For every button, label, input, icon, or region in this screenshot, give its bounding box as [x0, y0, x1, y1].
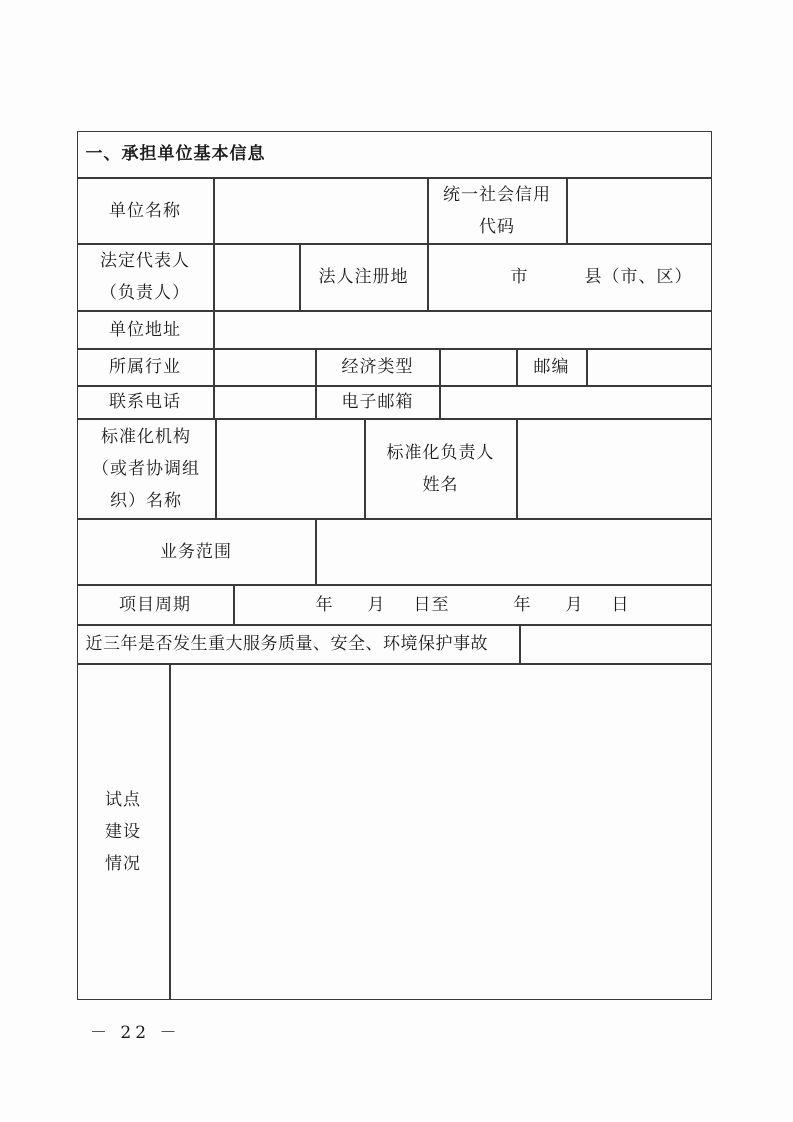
city-label: 市	[510, 267, 529, 287]
label-email: 电子邮箱	[316, 386, 440, 419]
year-end: 年	[513, 594, 532, 615]
phone-field[interactable]	[214, 386, 316, 419]
month-start: 月	[367, 594, 386, 615]
section-title: 一、承担单位基本信息	[77, 131, 712, 178]
industry-field[interactable]	[214, 349, 316, 386]
label-line: 织）名称	[110, 490, 182, 511]
address-field[interactable]	[214, 311, 712, 349]
label-line: 试点	[105, 789, 141, 810]
label-industry: 所属行业	[77, 349, 214, 386]
label-phone: 联系电话	[77, 386, 214, 419]
label-legal-rep	[77, 244, 214, 311]
label-std-lead	[365, 419, 517, 519]
label-line: 建设	[105, 821, 141, 842]
scope-field[interactable]	[316, 519, 712, 585]
credit-code-field[interactable]	[567, 178, 712, 244]
period-field[interactable]	[234, 585, 712, 625]
postcode-field[interactable]	[587, 349, 712, 386]
label-line: （负责人）	[100, 283, 190, 303]
label-accident: 近三年是否发生重大服务质量、安全、环境保护事故	[77, 625, 520, 664]
econ-type-field[interactable]	[440, 349, 517, 386]
month-end: 月	[565, 594, 584, 615]
legal-reg-field[interactable]	[428, 244, 712, 311]
day-end: 日	[611, 594, 630, 615]
legal-rep-field[interactable]	[214, 244, 300, 311]
label-period: 项目周期	[77, 585, 234, 625]
label-line: 姓名	[422, 474, 459, 495]
label-address: 单位地址	[77, 311, 214, 349]
label-legal-reg: 法人注册地	[300, 244, 428, 311]
label-line: 情况	[105, 853, 141, 874]
unit-name-field[interactable]	[214, 178, 428, 244]
label-line: 标准化机构	[101, 426, 191, 447]
day-start: 日至	[413, 594, 450, 615]
label-line: 法定代表人	[100, 251, 190, 271]
label-credit-code	[428, 178, 567, 244]
label-pilot	[77, 664, 170, 1000]
year-start: 年	[315, 594, 334, 615]
label-postcode: 邮编	[517, 349, 587, 386]
county-label: 县（市、区）	[584, 267, 693, 287]
label-econ-type: 经济类型	[316, 349, 440, 386]
label-line: 统一社会信用	[443, 184, 551, 205]
label-line: （或者协调组	[92, 458, 200, 479]
label-std-org	[77, 419, 216, 519]
pilot-field[interactable]	[170, 664, 712, 1000]
accident-field[interactable]	[520, 625, 712, 664]
page-number: － 22 －	[90, 1023, 181, 1043]
label-line: 代码	[479, 216, 515, 237]
label-scope: 业务范围	[77, 519, 316, 585]
label-unit-name: 单位名称	[77, 178, 214, 244]
std-org-field[interactable]	[216, 419, 365, 519]
label-line: 标准化负责人	[386, 442, 495, 463]
email-field[interactable]	[440, 386, 712, 419]
std-lead-field[interactable]	[517, 419, 712, 519]
